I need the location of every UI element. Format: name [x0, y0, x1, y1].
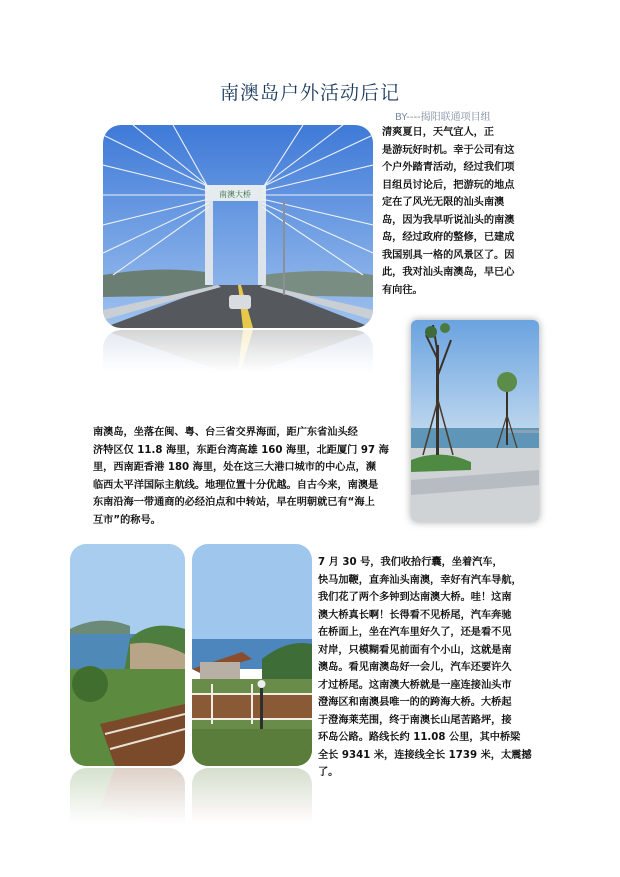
bridge-photo-reflection [103, 330, 373, 390]
coast-rocks-photo [70, 544, 185, 766]
seaside-tree-photo [411, 320, 539, 522]
coast-rocks-photo-reflection [70, 768, 185, 848]
bridge-trip-paragraph: 7 月 30 号，我们收拾行囊，坐着汽车， 快马加鞭，直奔汕头南澳，幸好有汽车导航， 我们花了两个多钟到达南澳大桥。哇！这南 澳大桥真长啊！长得看不见桥尾，汽车奔驰 在桥面上，坐在汽车里好久了，还是看不见 对岸，只模糊看见前面有个小山，这就是南 澳岛。看见南澳岛好一会儿，汽车还要许久 才过桥尾。这南澳大桥就是一座连接汕头市 澄海区和南澳县唯一的的跨海大桥。大桥起 于澄海莱芜围，终于南澳长山尾苦路坪，接 环岛公路。路线长约 11.08 公里，其中桥梁 全长 9341 米，连接线全长 1739 米，太震撼 了。 [318, 557, 532, 778]
page-title: 南澳岛户外活动后记 [219, 82, 400, 104]
intro-paragraph: 清爽夏日，天气宜人，正 是游玩好时机。幸于公司有这 个户外踏青活动，经过我们项 目组员讨论后，把游玩的地点 定在了风光无限的汕头南澳 岛，因为我早听说汕头的南澳 岛，经过政府的整修，已建成 我国别具一格的风景区了。因 此，我对汕头南澳岛，早已心 有向往。 [382, 127, 515, 296]
bridge-photo [103, 125, 373, 328]
coast-boardwalk-photo [192, 544, 312, 766]
byline: BY----揭阳联通项目组 [395, 112, 491, 123]
coast-boardwalk-photo-reflection [192, 768, 312, 848]
bridge-sign-text: 南澳大桥 [219, 190, 251, 199]
geography-paragraph: 南澳岛，坐落在闽、粤、台三省交界海面，距广东省汕头经 济特区仅 11.8 海里，东距台湾高雄 160 海里，北距厦门 97 海 里，西南距香港 180 海里，处在这三大港口城市的中心点，濒 临西太平洋国际主航线。地理位置十分优越。自古今来，南澳是 东南沿海一带通商的必经泊点和中转站，早在明朝就已有“海上 互市”的称号。 [93, 427, 389, 526]
